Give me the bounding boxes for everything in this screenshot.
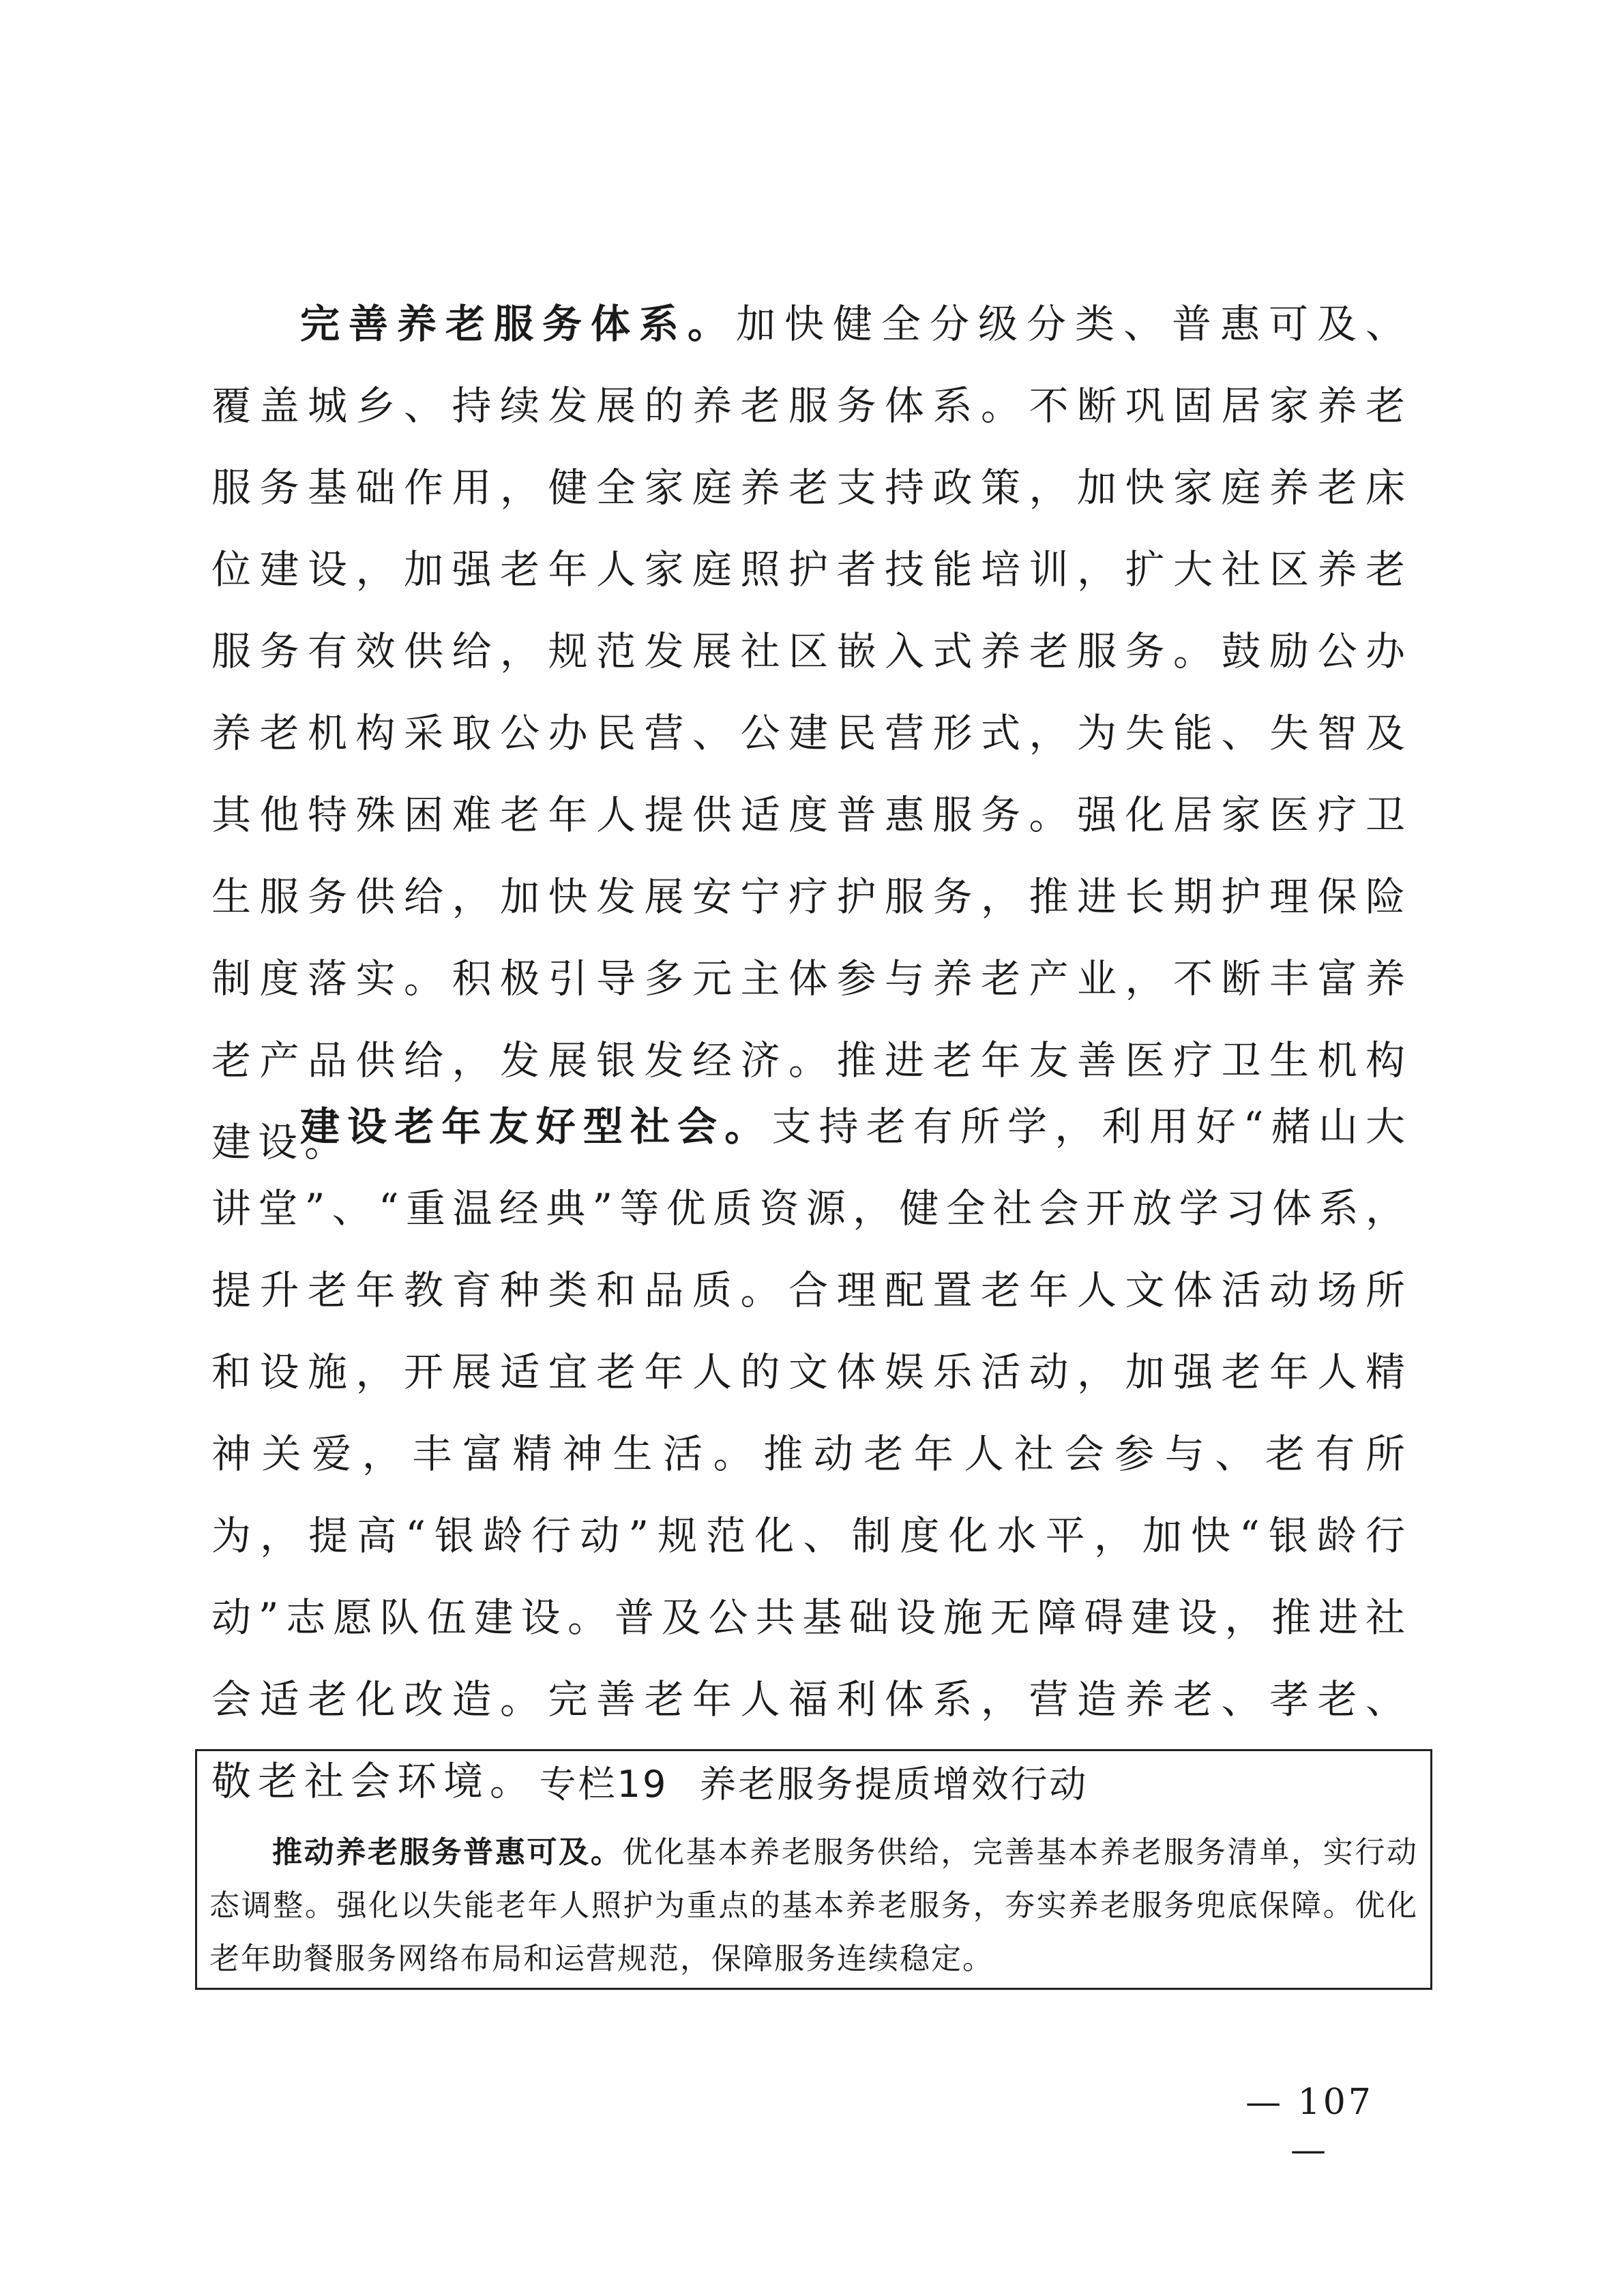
column-number: 专栏19 <box>539 1763 668 1806</box>
column-body-text: 优化基本养老服务供给，完善基本养老服务清单，实行动态调整。强化以失能老年人照护为重点的基本养老服务，夯实养老服务兜底保障。优化老年助餐服务网络布局和运营规范，保障服务连续稳定。 <box>209 1835 1419 1976</box>
paragraph-lead-heading: 建设老年友好型社会。 <box>300 1103 772 1150</box>
feature-column-box <box>195 1749 1432 1990</box>
paragraph-body-text: 加快健全分级分类、普惠可及、覆盖城乡、持续发展的养老服务体系。不断巩固居家养老服务基础作用，健全家庭养老支持政策，加快家庭养老床位建设，加强老年人家庭照护者技能培训，扩大社区养老服务有效供给，规范发展社区嵌入式养老服务。鼓励公办养老机构采取公办民营、公建民营形式，为失能、失智及其他特殊困难老年人提供适度普惠服务。强化居家医疗卫生服务供给，加快发展安宁疗护服务，推进长期护理保险制度落实。积极引导多元主体参与养老产业，不断丰富养老产品供给，发展银发经济。推进老年友善医疗卫生机构建设。 <box>211 301 1412 1165</box>
column-title <box>197 1761 1430 1808</box>
paragraph-lead-heading: 完善养老服务体系。 <box>300 301 736 347</box>
column-lead-heading: 推动养老服务普惠可及。 <box>272 1835 623 1870</box>
paragraph-elderly-care-system <box>211 283 1412 1183</box>
page-number: — 107 — <box>1245 2082 1374 2171</box>
column-body <box>209 1826 1418 1986</box>
column-heading: 养老服务提质增效行动 <box>699 1763 1089 1806</box>
paragraph-age-friendly-society <box>211 1086 1412 1822</box>
paragraph-body-text: 支持老有所学，利用好“赭山大讲堂”、“重温经典”等优质资源，健全社会开放学习体系，提升老年教育种类和品质。合理配置老年人文体活动场所和设施，开展适宜老年人的文体娱乐活动，加强老年人精神关爱，丰富精神生活。推动老年人社会参与、老有所为，提高“银龄行动”规范化、制度化水平，加快“银龄行动”志愿队伍建设。普及公共基础设施无障碍建设，推进社会适老化改造。完善老年人福利体系，营造养老、孝老、敬老社会环境。 <box>211 1103 1412 1804</box>
